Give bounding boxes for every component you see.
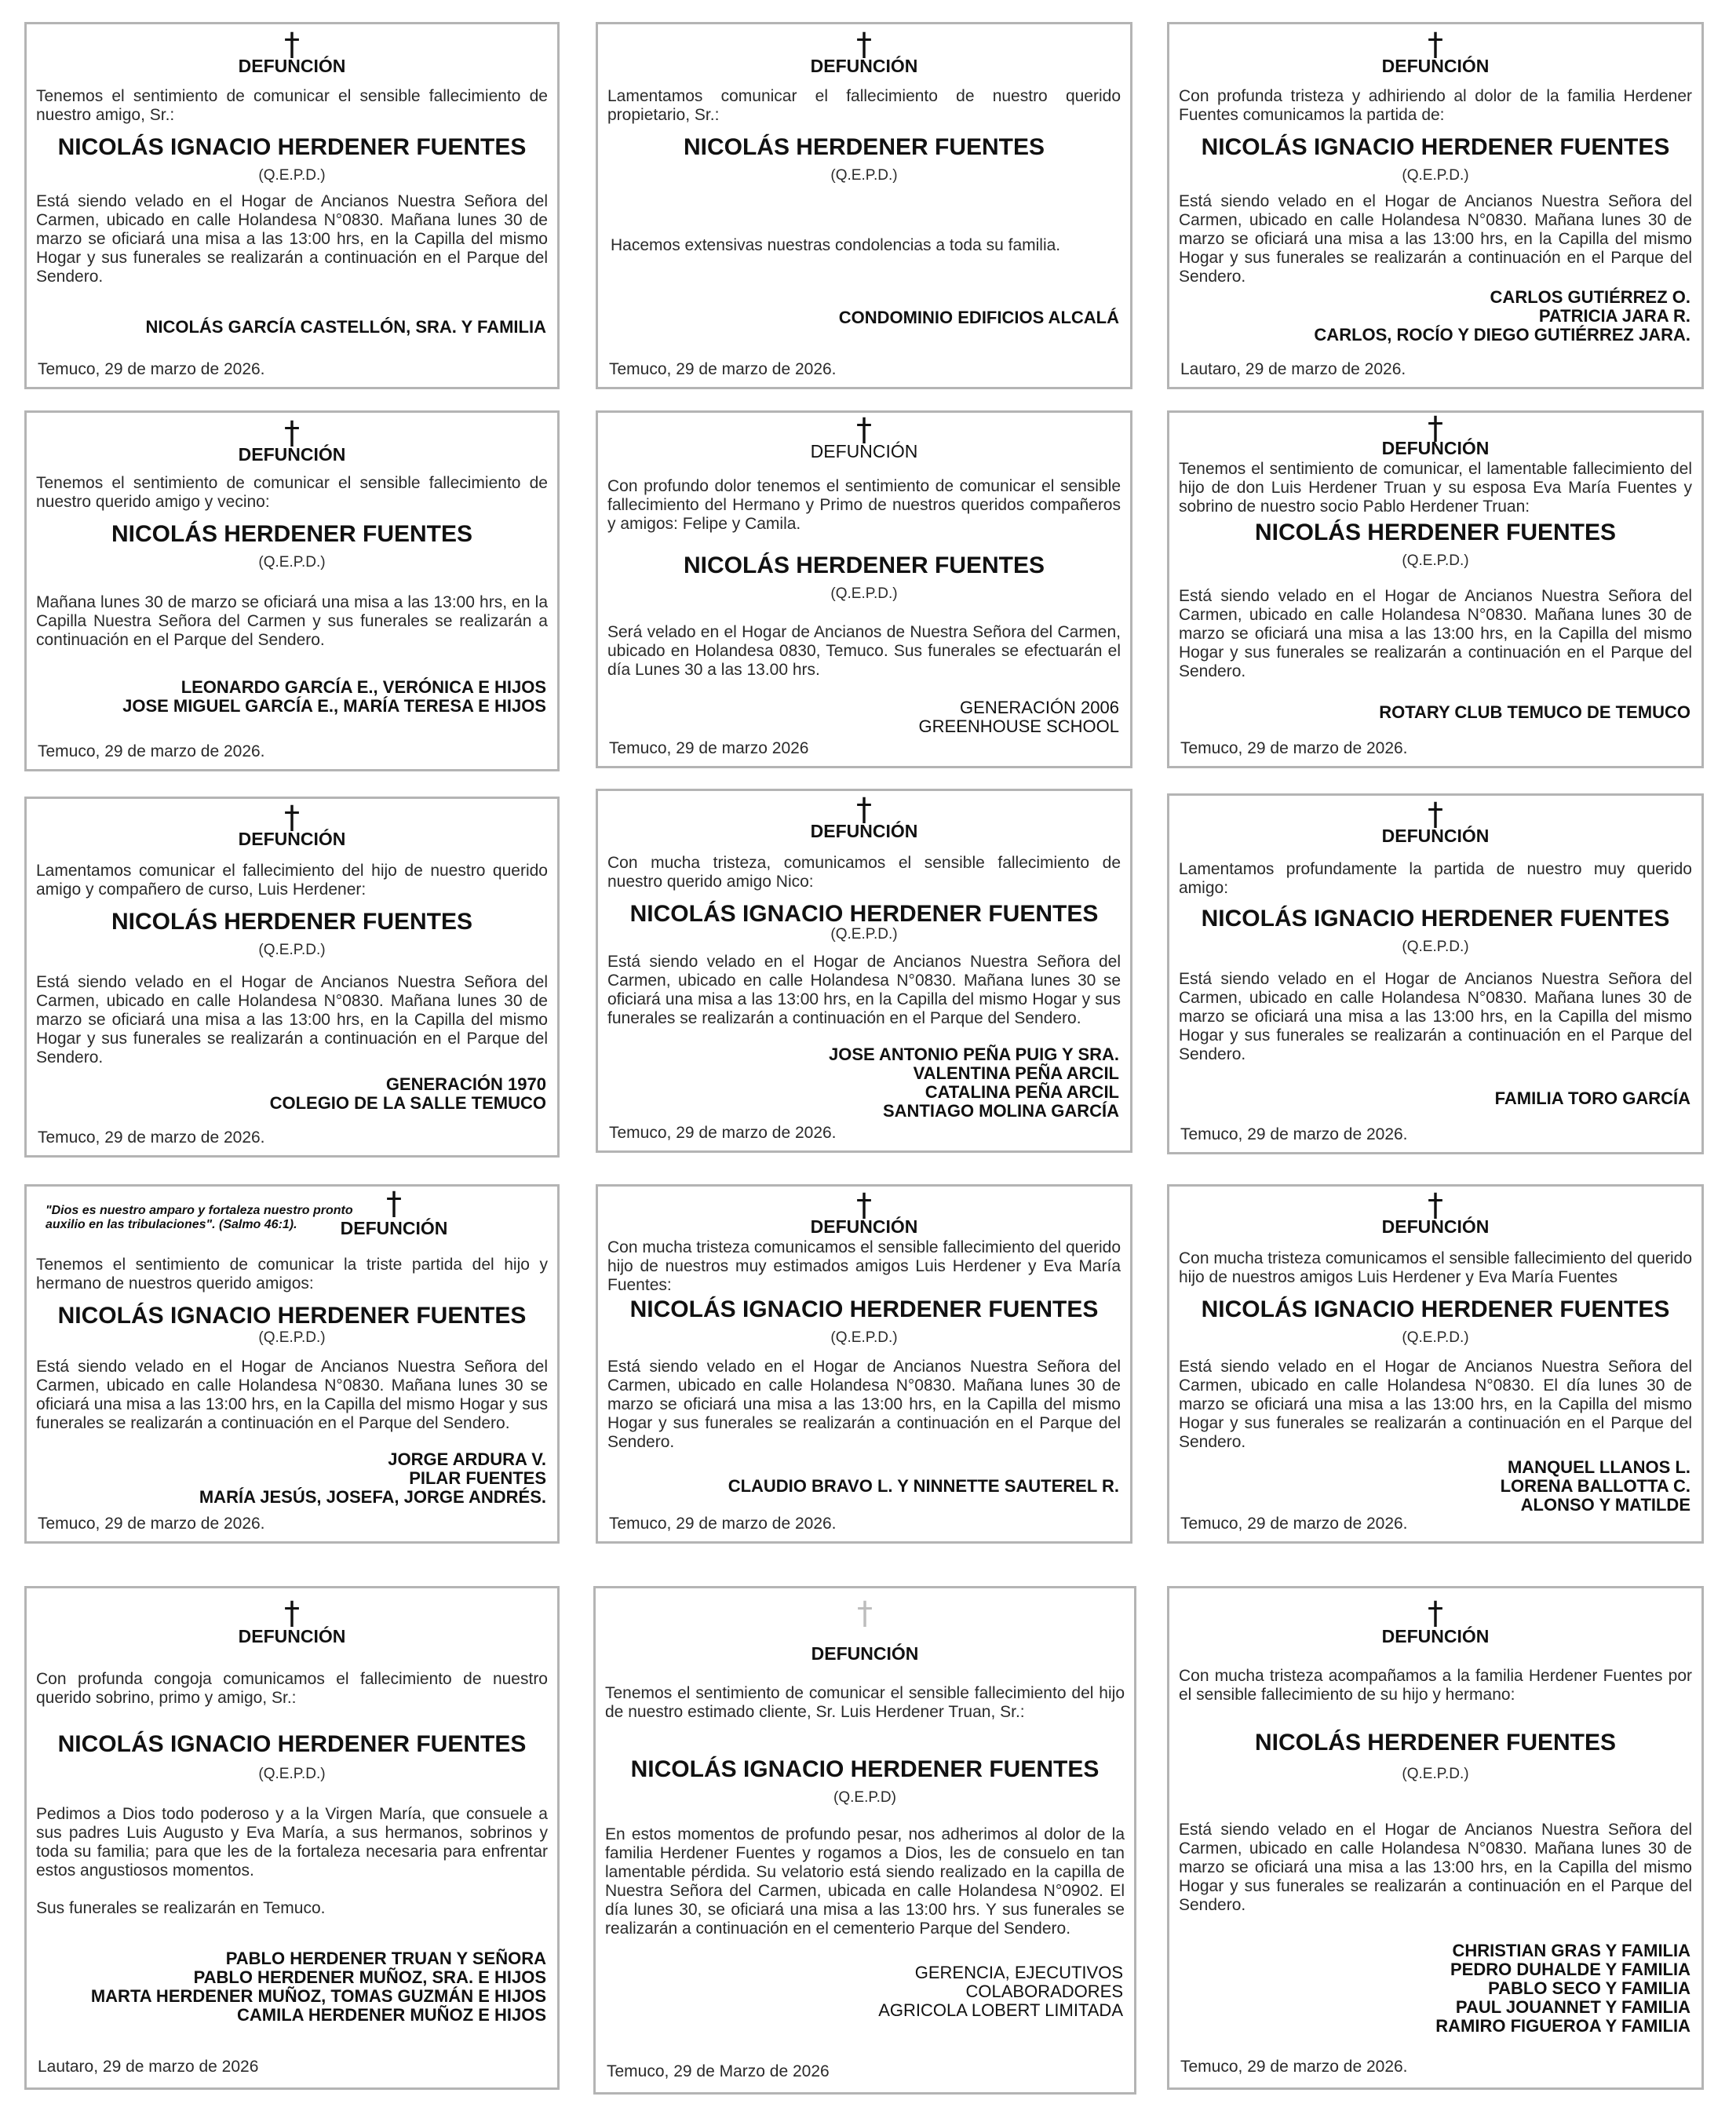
- card-date: Temuco, 29 de marzo de 2026.: [1180, 739, 1408, 757]
- card-intro: Tenemos el sentimiento de comunicar el sensible fallecimiento de nuestro querido amigo y vecino:: [36, 474, 548, 511]
- card-intro: Tenemos el sentimiento de comunicar el sensible fallecimiento del hijo de nuestro estimado cliente, Sr. Luis Herdener Truan, Sr.:: [605, 1684, 1125, 1721]
- card-body: Está siendo velado en el Hogar de Ancianos Nuestra Señora del Carmen, ubicado en calle Holandesa N°0830. Mañana lunes 30 de marzo se oficiará una misa a las 13:00 hrs, en la Capilla del mismo Hogar y sus funerales se realizarán a continuación en el Parque del Sendero.: [607, 1358, 1121, 1451]
- card-intro: Tenemos el sentimiento de comunicar la triste partida del hijo y hermano de nuestros querido amigos:: [36, 1256, 548, 1293]
- signers: [1435, 1942, 1690, 2036]
- deceased-name: NICOLÁS IGNACIO HERDENER FUENTES: [630, 1756, 1100, 1782]
- card-body: Hacemos extensivas nuestras condolencias a toda su familia.: [611, 236, 1061, 254]
- deceased-name: NICOLÁS HERDENER FUENTES: [111, 909, 473, 935]
- signer: JOSE ANTONIO PEÑA PUIG Y SRA.: [828, 1045, 1119, 1064]
- cross-icon: †: [284, 415, 300, 451]
- signer: PEDRO DUHALDE Y FAMILIA: [1450, 1960, 1690, 1979]
- cross-icon: †: [386, 1186, 402, 1222]
- card-date: Temuco, 29 de marzo de 2026.: [1180, 1515, 1408, 1533]
- deceased-name: NICOLÁS IGNACIO HERDENER FUENTES: [1201, 134, 1670, 160]
- card-intro: Con mucha tristeza acompañamos a la familia Herdener Fuentes por el sensible fallecimiento de su hijo y hermano:: [1179, 1667, 1692, 1704]
- signers: [1501, 1458, 1690, 1515]
- signer: CATALINA PEÑA ARCIL: [925, 1082, 1119, 1102]
- card-body: Mañana lunes 30 de marzo se oficiará una misa a las 13:00 hrs, en la Capilla Nuestra Señora del Carmen y sus funerales se realizarán a continuación en el Parque del Sendero.: [36, 593, 548, 649]
- signers: [919, 698, 1120, 736]
- card-heading: DEFUNCIÓN: [238, 829, 346, 849]
- qepd-label: (Q.E.P.D.): [830, 1329, 898, 1346]
- cross-icon: †: [1428, 797, 1443, 833]
- signers: [1379, 703, 1690, 722]
- deceased-name: NICOLÁS HERDENER FUENTES: [1254, 1730, 1617, 1756]
- deceased-name: NICOLÁS IGNACIO HERDENER FUENTES: [629, 1296, 1099, 1322]
- signer: CARLOS, ROCÍO Y DIEGO GUTIÉRREZ JARA.: [1314, 325, 1690, 345]
- obituary-card: [24, 797, 560, 1158]
- obituary-card: [24, 1184, 560, 1544]
- card-intro: Con profunda congoja comunicamos el fallecimiento de nuestro querido sobrino, primo y amigo, Sr.:: [36, 1670, 548, 1707]
- cross-icon: †: [1428, 1595, 1443, 1632]
- signer: RAMIRO FIGUEROA Y FAMILIA: [1435, 2016, 1690, 2036]
- card-date: Temuco, 29 de marzo de 2026.: [38, 360, 265, 378]
- card-date: Temuco, 29 de marzo de 2026.: [1180, 2058, 1408, 2076]
- signers: [91, 1949, 546, 2025]
- cross-icon: †: [856, 1187, 872, 1223]
- qepd-label: (Q.E.P.D.): [1402, 167, 1469, 184]
- deceased-name: NICOLÁS IGNACIO HERDENER FUENTES: [1201, 1296, 1670, 1322]
- card-date: Lautaro, 29 de marzo de 2026: [38, 2058, 259, 2076]
- card-date: Temuco, 29 de marzo de 2026.: [1180, 1125, 1408, 1143]
- signer: MARTA HERDENER MUÑOZ, TOMAS GUZMÁN E HIJOS: [90, 1986, 546, 2006]
- deceased-name: NICOLÁS IGNACIO HERDENER FUENTES: [57, 134, 527, 160]
- card-date: Lautaro, 29 de marzo de 2026.: [1180, 360, 1406, 378]
- qepd-label: (Q.E.P.D.): [1402, 1329, 1469, 1346]
- signer: GENERACIÓN 2006: [960, 698, 1119, 717]
- card-heading: DEFUNCIÓN: [238, 444, 346, 465]
- signer: PATRICIA JARA R.: [1538, 306, 1690, 326]
- obituary-card: [593, 1586, 1136, 2095]
- cross-icon: †: [1428, 410, 1443, 447]
- card-heading: DEFUNCIÓN: [238, 1626, 346, 1646]
- deceased-name: NICOLÁS IGNACIO HERDENER FUENTES: [1201, 906, 1670, 932]
- card-body: Está siendo velado en el Hogar de Ancianos Nuestra Señora del Carmen, ubicado en calle Holandesa N°0830. Mañana lunes 30 de marzo se oficiará una misa a las 13:00 hrs, en la Capilla del mismo Hogar y sus funerales se realizarán a continuación en el Parque del Sendero.: [1179, 587, 1692, 680]
- signer: SANTIAGO MOLINA GARCÍA: [882, 1101, 1119, 1121]
- card-heading: DEFUNCIÓN: [1381, 1626, 1490, 1646]
- obituary-card: [596, 789, 1132, 1153]
- card-heading: DEFUNCIÓN: [1381, 438, 1490, 458]
- card-intro: Con mucha tristeza comunicamos el sensible fallecimiento del querido hijo de nuestros amigos Luis Herdener y Eva María Fuentes: [1179, 1249, 1692, 1286]
- signer: COLEGIO DE LA SALLE TEMUCO: [269, 1093, 546, 1113]
- card-heading: DEFUNCIÓN: [1381, 56, 1490, 76]
- signer: PABLO SECO Y FAMILIA: [1488, 1978, 1690, 1998]
- qepd-label: (Q.E.P.D.): [258, 942, 326, 958]
- signer: CARLOS GUTIÉRREZ O.: [1490, 287, 1690, 307]
- card-heading: DEFUNCIÓN: [811, 1643, 919, 1664]
- card-heading: DEFUNCIÓN: [340, 1218, 448, 1238]
- card-body: Pedimos a Dios todo poderoso y a la Virgen María, que consuele a sus padres Luis Augusto y Eva María, a sus hermanos, sobrinos y toda su familia; para que les de la fortaleza necesaria para enfrentar estos angustiosos momentos.: [36, 1805, 548, 1880]
- qepd-label: (Q.E.P.D.): [1402, 939, 1469, 955]
- signer: PILAR FUENTES: [409, 1468, 546, 1488]
- obituary-card: [1167, 1586, 1704, 2090]
- card-body: Está siendo velado en el Hogar de Ancianos Nuestra Señora del Carmen, ubicado en calle Holandesa N°0830. Mañana lunes 30 de marzo se oficiará una misa a las 13:00 hrs, en la Capilla del mismo Hogar y sus funerales se realizarán a continuación en el Parque del Sendero.: [36, 192, 548, 286]
- card-body: Está siendo velado en el Hogar de Ancianos Nuestra Señora del Carmen, ubicado en calle Holandesa N°0830. Mañana lunes 30 de marzo se oficiará una misa a las 13:00 hrs, en la Capilla del mismo Hogar y sus funerales se realizarán a continuación en el Parque del Sendero.: [1179, 970, 1692, 1063]
- card-intro: Con profundo dolor tenemos el sentimiento de comunicar el sensible fallecimiento del Hermano y Primo de nuestros queridos compañeros y amigos: Felipe y Camila.: [607, 477, 1121, 533]
- card-date: Temuco, 29 de marzo de 2026.: [38, 1515, 265, 1533]
- qepd-label: (Q.E.P.D.): [258, 1329, 326, 1346]
- card-intro: Tenemos el sentimiento de comunicar el sensible fallecimiento de nuestro amigo, Sr.:: [36, 87, 548, 124]
- card-body: Está siendo velado en el Hogar de Ancianos Nuestra Señora del Carmen, ubicado en calle Holandesa N°0830. El día lunes 30 de marzo se oficiará una misa a las 13:00 hrs, en la Capilla del mismo Hogar y sus funerales se realizarán a continuación en el Parque del Sendero.: [1179, 1358, 1692, 1451]
- signer: VALENTINA PEÑA ARCIL: [913, 1063, 1119, 1083]
- qepd-label: (Q.E.P.D.): [830, 167, 898, 184]
- card-body: Está siendo velado en el Hogar de Ancianos Nuestra Señora del Carmen, ubicado en calle Holandesa N°0830. Mañana lunes 30 se oficiará una misa a las 13:00 hrs, en la Capilla del mismo Hogar y sus funerales se realizarán a continuación en el Parque del Sendero.: [607, 953, 1121, 1027]
- signers: [878, 1963, 1123, 2020]
- signers: [270, 1075, 546, 1113]
- signer: JOSE MIGUEL GARCÍA E., MARÍA TERESA E HIJOS: [122, 696, 546, 716]
- card-intro: Tenemos el sentimiento de comunicar, el lamentable fallecimiento del hijo de don Luis Herdener Truan y su esposa Eva María Fuentes y sobrino de nuestro socio Pablo Herdener Truan:: [1179, 460, 1692, 516]
- psalm-quote: "Dios es nuestro amparo y fortaleza nuestro pronto auxilio en las tribulaciones". (Salmo 46:1).: [46, 1204, 353, 1231]
- card-body-funeral: Sus funerales se realizarán en Temuco.: [36, 1899, 326, 1917]
- card-date: Temuco, 29 de marzo de 2026.: [609, 1124, 837, 1142]
- obituary-card: [24, 410, 560, 771]
- card-intro: Lamentamos profundamente la partida de nuestro muy querido amigo:: [1179, 860, 1692, 897]
- card-intro: Con mucha tristeza, comunicamos el sensible fallecimiento de nuestro querido amigo Nico:: [607, 854, 1121, 891]
- card-date: Temuco, 29 de Marzo de 2026: [607, 2062, 830, 2080]
- card-date: Temuco, 29 de marzo de 2026.: [38, 742, 265, 760]
- card-date: Temuco, 29 de marzo de 2026.: [609, 360, 837, 378]
- card-intro: Lamentamos comunicar el fallecimiento del hijo de nuestro querido amigo y compañero de curso, Luis Herdener:: [36, 862, 548, 899]
- card-date: Temuco, 29 de marzo 2026: [609, 739, 809, 757]
- signers: [122, 678, 546, 716]
- card-heading: DEFUNCIÓN: [1381, 826, 1490, 846]
- deceased-name: NICOLÁS IGNACIO HERDENER FUENTES: [629, 901, 1099, 927]
- signers: [829, 1045, 1119, 1121]
- cross-icon: †: [1428, 27, 1443, 63]
- card-body: Está siendo velado en el Hogar de Ancianos Nuestra Señora del Carmen, ubicado en calle Holandesa N°0830. Mañana lunes 30 de marzo se oficiará una misa a las 13:00 hrs, en la Capilla del mismo Hogar y sus funerales se realizarán a continuación en el Parque del Sendero.: [1179, 192, 1692, 286]
- obituary-card: [24, 22, 560, 389]
- card-body: Será velado en el Hogar de Ancianos de Nuestra Señora del Carmen, ubicado en Holandesa 0830, Temuco. Sus funerales se efectuarán el día Lunes 30 a las 13.00 hrs.: [607, 623, 1121, 679]
- card-heading: DEFUNCIÓN: [810, 1216, 918, 1237]
- qepd-label: (Q.E.P.D.): [258, 554, 326, 571]
- card-intro: Con mucha tristeza comunicamos el sensible fallecimiento del querido hijo de nuestros muy estimados amigos Luis Herdener y Eva María Fuentes:: [607, 1238, 1121, 1294]
- signer: PABLO HERDENER MUÑOZ, SRA. E HIJOS: [193, 1967, 546, 1987]
- signer: MARÍA JESÚS, JOSEFA, JORGE ANDRÉS.: [199, 1487, 546, 1507]
- cross-icon: †: [284, 1595, 300, 1632]
- signers: [1495, 1089, 1690, 1108]
- card-body: Está siendo velado en el Hogar de Ancianos Nuestra Señora del Carmen, ubicado en calle Holandesa N°0830. Mañana lunes 30 de marzo se oficiará una misa a las 13:00 hrs, en la Capilla del mismo Hogar y sus funerales se realizarán a continuación en el Parque del Sendero.: [36, 973, 548, 1066]
- signer: GREENHOUSE SCHOOL: [918, 716, 1119, 736]
- signer: MANQUEL LLANOS L.: [1507, 1457, 1690, 1477]
- signers: [1314, 288, 1690, 345]
- qepd-label: (Q.E.P.D.): [1402, 552, 1469, 569]
- card-heading: DEFUNCIÓN: [810, 441, 918, 461]
- obituary-card: [1167, 22, 1704, 389]
- card-date: Temuco, 29 de marzo de 2026.: [609, 1515, 837, 1533]
- signer: ROTARY CLUB TEMUCO DE TEMUCO: [1379, 702, 1690, 722]
- card-intro: Con profunda tristeza y adhiriendo al dolor de la familia Herdener Fuentes comunicamos la partida de:: [1179, 87, 1692, 124]
- signer: CONDOMINIO EDIFICIOS ALCALÁ: [838, 308, 1119, 327]
- cross-icon: †: [1428, 1187, 1443, 1223]
- obituary-card: [1167, 410, 1704, 768]
- card-body: En estos momentos de profundo pesar, nos adherimos al dolor de la familia Herdener Fuentes y rogamos a Dios, les de consuelo en tan lamentable pérdida. Su velatorio está siendo realizado en la capilla de Nuestra Señora del Carmen, ubicada en calle Holandesa N°0902. El día lunes 30, se oficiará una misa a las 13:00 hrs. Y sus funerales se realizarán a continuación en el cementerio Parque del Sendero.: [605, 1825, 1125, 1938]
- signers: [145, 318, 546, 337]
- cross-icon: †: [857, 1595, 873, 1632]
- signer: LORENA BALLOTTA C.: [1500, 1476, 1690, 1496]
- card-body: Está siendo velado en el Hogar de Ancianos Nuestra Señora del Carmen, ubicado en calle Holandesa N°0830. Mañana lunes 30 de marzo se oficiará una misa a las 13:00 hrs, en la Capilla del mismo Hogar y sus funerales se realizarán a continuación en el Parque del Sendero.: [1179, 1821, 1692, 1914]
- signer: COLABORADORES: [965, 1982, 1123, 2001]
- signers: [199, 1450, 546, 1507]
- cross-icon: †: [856, 27, 872, 63]
- card-body: Está siendo velado en el Hogar de Ancianos Nuestra Señora del Carmen, ubicado en calle Holandesa N°0830. Mañana lunes 30 se oficiará una misa a las 13:00 hrs, en la Capilla del mismo Hogar y sus funerales se realizarán a continuación en el Parque del Sendero.: [36, 1358, 548, 1432]
- signers: [839, 308, 1119, 327]
- card-intro: Lamentamos comunicar el fallecimiento de nuestro querido propietario, Sr.:: [607, 87, 1121, 124]
- deceased-name: NICOLÁS HERDENER FUENTES: [111, 521, 473, 547]
- cross-icon: †: [856, 412, 872, 448]
- deceased-name: NICOLÁS IGNACIO HERDENER FUENTES: [57, 1731, 527, 1757]
- deceased-name: NICOLÁS HERDENER FUENTES: [683, 134, 1045, 160]
- signer: FAMILIA TORO GARCÍA: [1494, 1088, 1690, 1108]
- signer: GENERACIÓN 1970: [385, 1074, 546, 1094]
- signer: LEONARDO GARCÍA E., VERÓNICA E HIJOS: [181, 677, 546, 697]
- signer: AGRICOLA LOBERT LIMITADA: [878, 2000, 1123, 2020]
- obituary-card: [1167, 793, 1704, 1154]
- qepd-label: (Q.E.P.D.): [258, 1766, 326, 1782]
- obituary-card: [596, 22, 1132, 389]
- cross-icon: †: [284, 800, 300, 836]
- obituary-card: [24, 1586, 560, 2090]
- signer: CLAUDIO BRAVO L. Y NINNETTE SAUTEREL R.: [728, 1476, 1119, 1496]
- card-heading: DEFUNCIÓN: [810, 56, 918, 76]
- deceased-name: NICOLÁS IGNACIO HERDENER FUENTES: [57, 1303, 527, 1329]
- qepd-label: (Q.E.P.D.): [258, 167, 326, 184]
- signer: CAMILA HERDENER MUÑOZ E HIJOS: [237, 2005, 546, 2025]
- qepd-label: (Q.E.P.D.): [830, 926, 898, 943]
- signer: ALONSO Y MATILDE: [1520, 1495, 1690, 1515]
- qepd-label: (Q.E.P.D): [833, 1789, 896, 1806]
- qepd-label: (Q.E.P.D.): [830, 585, 898, 602]
- signer: NICOLÁS GARCÍA CASTELLÓN, SRA. Y FAMILIA: [145, 317, 546, 337]
- signer: JORGE ARDURA V.: [388, 1449, 546, 1469]
- cross-icon: †: [856, 792, 872, 828]
- obituary-card: [1167, 1184, 1704, 1544]
- signer: PABLO HERDENER TRUAN Y SEÑORA: [225, 1949, 546, 1968]
- deceased-name: NICOLÁS HERDENER FUENTES: [1254, 520, 1617, 545]
- obituary-card: [596, 410, 1132, 768]
- card-heading: DEFUNCIÓN: [1381, 1216, 1490, 1237]
- signer: PAUL JOUANNET Y FAMILIA: [1455, 1997, 1690, 2017]
- card-heading: DEFUNCIÓN: [238, 56, 346, 76]
- cross-icon: †: [284, 27, 300, 63]
- card-heading: DEFUNCIÓN: [810, 821, 918, 841]
- signer: GERENCIA, EJECUTIVOS: [914, 1963, 1123, 1982]
- card-date: Temuco, 29 de marzo de 2026.: [38, 1128, 265, 1147]
- signers: [728, 1477, 1119, 1496]
- obituary-card: [596, 1184, 1132, 1544]
- signer: CHRISTIAN GRAS Y FAMILIA: [1452, 1941, 1690, 1960]
- qepd-label: (Q.E.P.D.): [1402, 1766, 1469, 1782]
- deceased-name: NICOLÁS HERDENER FUENTES: [683, 552, 1045, 578]
